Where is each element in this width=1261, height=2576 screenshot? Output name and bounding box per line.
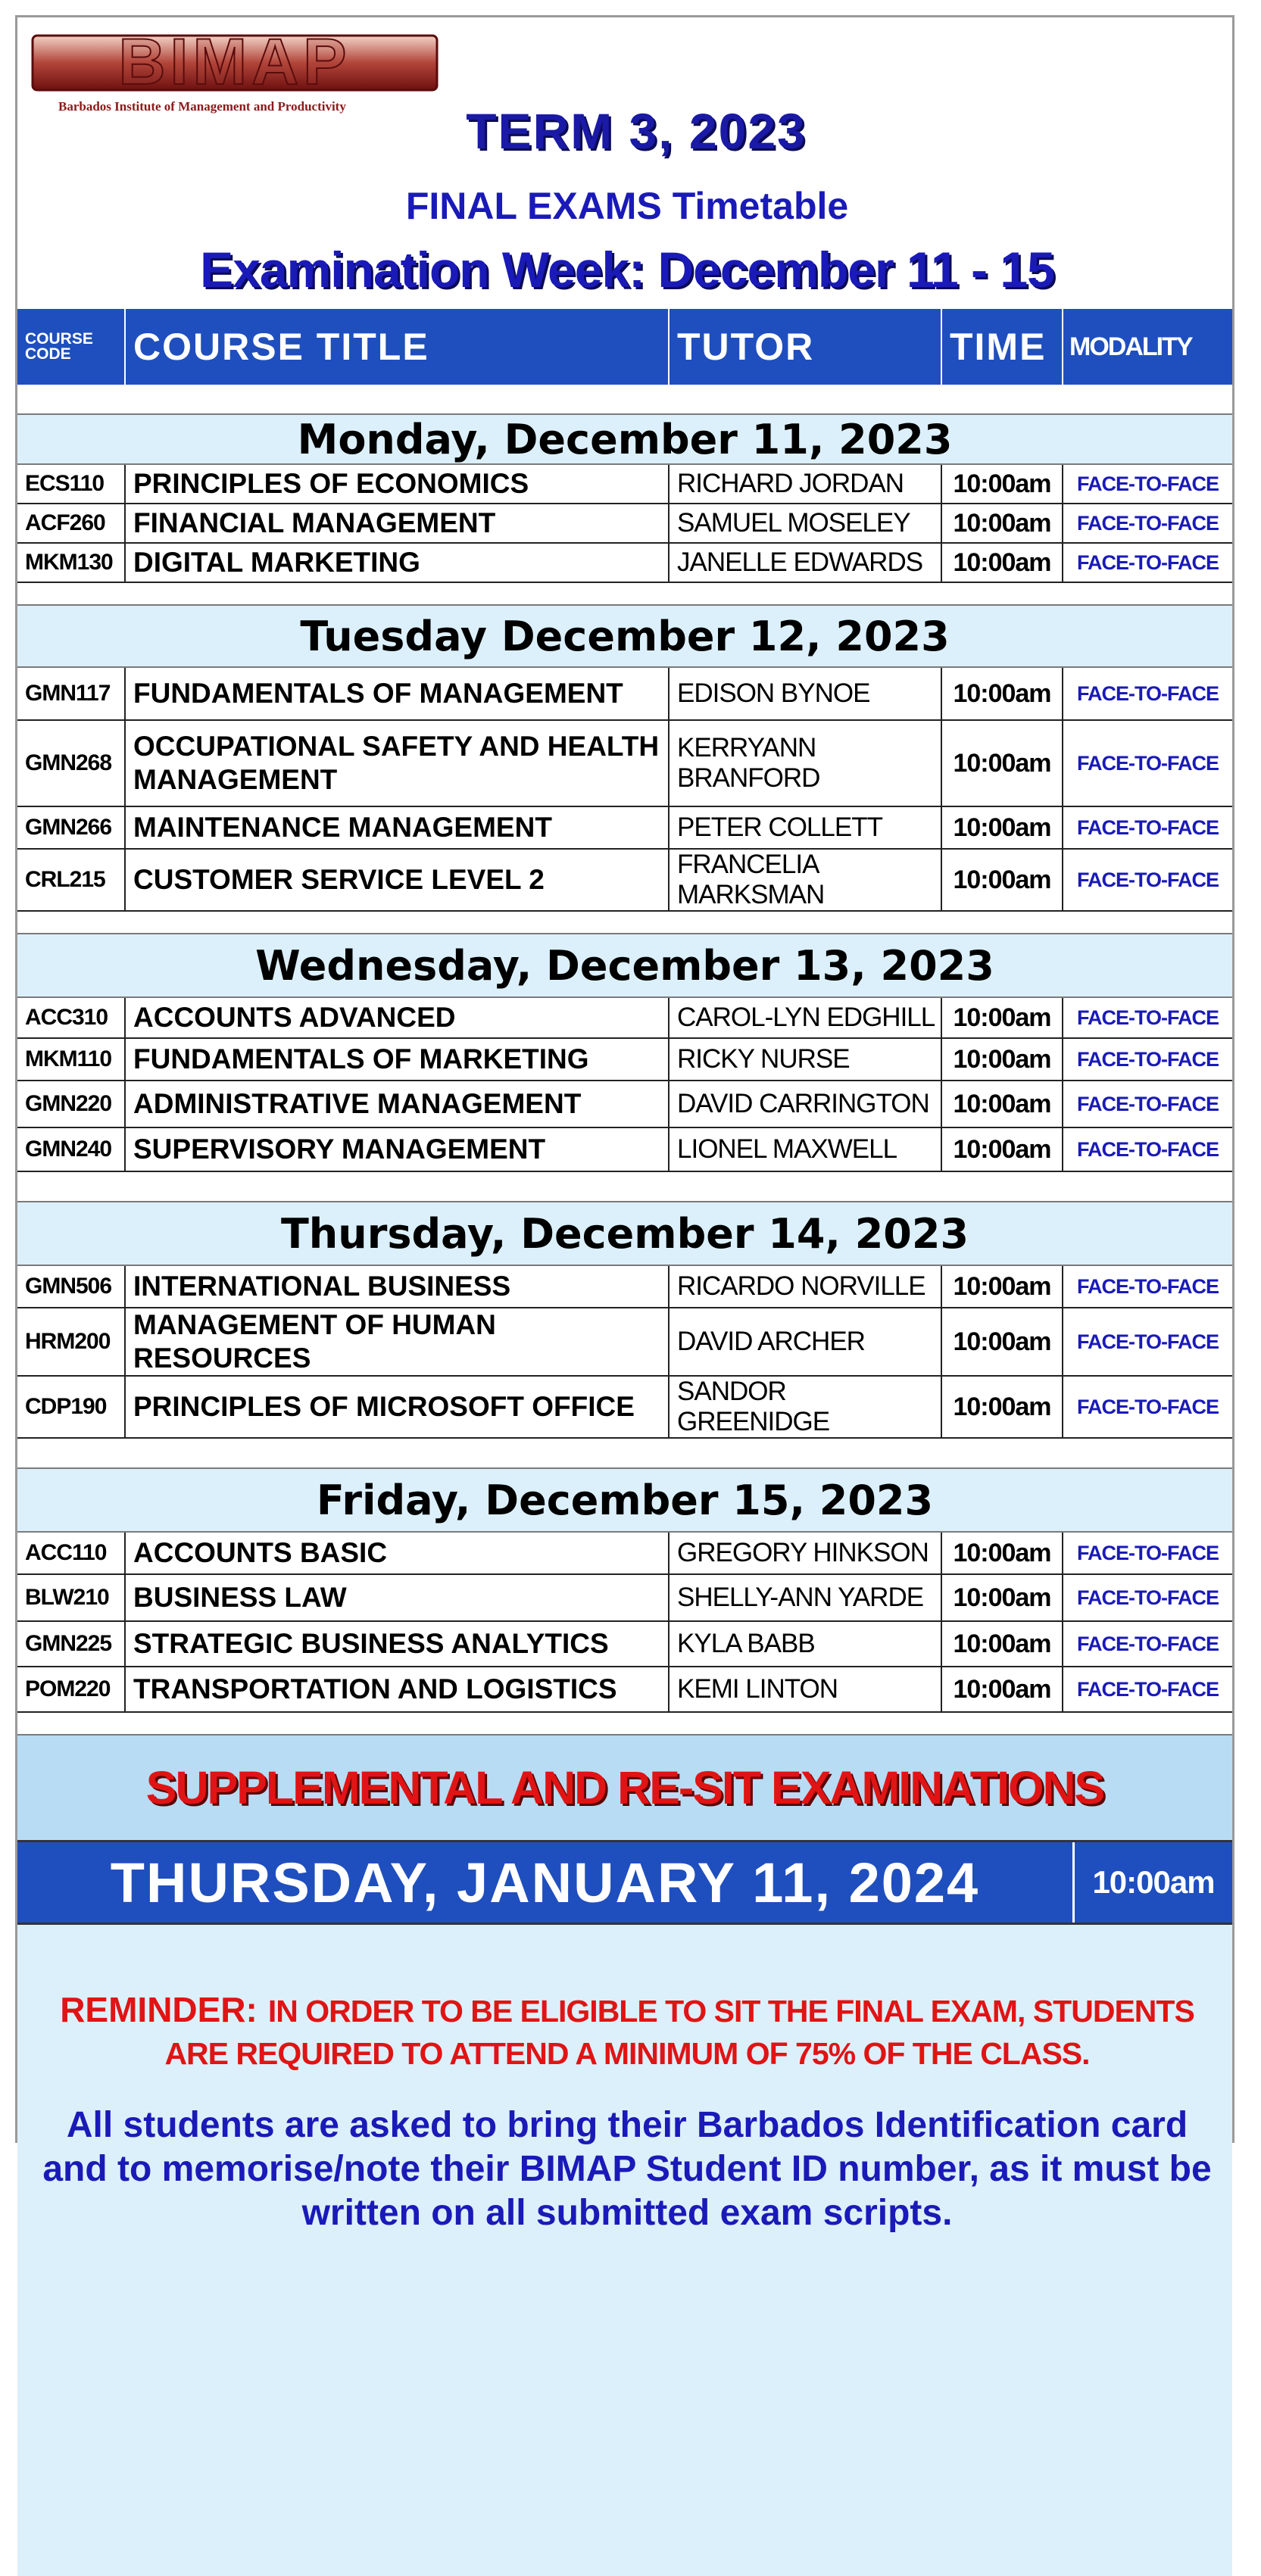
attendance-reminder (40, 1988, 1214, 2075)
course-title: DIGITAL MARKETING (125, 543, 669, 582)
exam-modality: FACE-TO-FACE (1063, 464, 1232, 504)
exam-modality: FACE-TO-FACE (1063, 1667, 1232, 1712)
course-code: ECS110 (17, 464, 125, 504)
exam-time: 10:00am (941, 543, 1063, 582)
exam-modality: FACE-TO-FACE (1063, 1532, 1232, 1574)
table-row (17, 806, 1232, 849)
course-code: GMN266 (17, 806, 125, 849)
document-header (17, 17, 1232, 309)
table-row (17, 1532, 1232, 1574)
course-title: MANAGEMENT OF HUMAN RESOURCES (125, 1308, 669, 1376)
table-row (17, 849, 1232, 911)
table-row (17, 1038, 1232, 1081)
course-code: MKM130 (17, 543, 125, 582)
exam-time: 10:00am (941, 1127, 1063, 1171)
bimap-logo (23, 25, 448, 114)
course-code: GMN225 (17, 1621, 125, 1667)
supplemental-time: 10:00am (1092, 1864, 1215, 1900)
exam-week-title: Examination Week: December 11 - 15 (200, 242, 1054, 298)
exam-time: 10:00am (941, 1265, 1063, 1308)
day-tuesday (17, 605, 1232, 934)
course-code: ACC110 (17, 1532, 125, 1574)
course-code: ACF260 (17, 504, 125, 543)
exam-modality: FACE-TO-FACE (1063, 1265, 1232, 1308)
course-tutor: CAROL-LYN EDGHILL (669, 997, 941, 1038)
exam-time: 10:00am (941, 667, 1063, 720)
exam-time: 10:00am (941, 1532, 1063, 1574)
course-tutor: SHELLY-ANN YARDE (669, 1574, 941, 1621)
course-tutor: DAVID ARCHER (669, 1308, 941, 1376)
term-title: TERM 3, 2023 (466, 103, 807, 159)
course-title: MAINTENANCE MANAGEMENT (125, 806, 669, 849)
table-row (17, 667, 1232, 720)
course-code: GMN506 (17, 1265, 125, 1308)
exam-modality: FACE-TO-FACE (1063, 849, 1232, 911)
supplemental-date: THURSDAY, JANUARY 11, 2024 (17, 1842, 1075, 1923)
course-title: FUNDAMENTALS OF MANAGEMENT (125, 667, 669, 720)
column-header-modality: MODALITY (1063, 309, 1232, 385)
table-row (17, 1574, 1232, 1621)
course-title: TRANSPORTATION AND LOGISTICS (125, 1667, 669, 1712)
table-row (17, 997, 1232, 1038)
exam-time: 10:00am (941, 997, 1063, 1038)
exam-schedule-table (17, 309, 1232, 1734)
course-title: OCCUPATIONAL SAFETY AND HEALTH MANAGEMENT (125, 720, 669, 806)
table-row (17, 1081, 1232, 1127)
exam-time: 10:00am (941, 504, 1063, 543)
exam-modality: FACE-TO-FACE (1063, 1038, 1232, 1081)
supplemental-date-bar (17, 1840, 1232, 1925)
table-row (17, 1621, 1232, 1667)
exam-time: 10:00am (941, 1038, 1063, 1081)
course-code: GMN117 (17, 667, 125, 720)
table-row (17, 1667, 1232, 1712)
supplemental-heading: SUPPLEMENTAL AND RE-SIT EXAMINATIONS (17, 1734, 1232, 1840)
course-tutor: RICKY NURSE (669, 1038, 941, 1081)
day-heading: Monday, December 11, 2023 (17, 414, 1232, 464)
course-title: BUSINESS LAW (125, 1574, 669, 1621)
course-tutor: FRANCELIA MARKSMAN (669, 849, 941, 911)
course-title: PRINCIPLES OF MICROSOFT OFFICE (125, 1376, 669, 1438)
timetable-subtitle: FINAL EXAMS Timetable (405, 185, 849, 227)
logo-subtitle: Barbados Institute of Management and Productivity (58, 99, 346, 114)
exam-time: 10:00am (941, 849, 1063, 911)
exam-modality: FACE-TO-FACE (1063, 720, 1232, 806)
course-tutor: SANDOR GREENIDGE (669, 1376, 941, 1438)
column-header-row (17, 309, 1232, 385)
exam-time: 10:00am (941, 1667, 1063, 1712)
table-row (17, 464, 1232, 504)
course-title: ADMINISTRATIVE MANAGEMENT (125, 1081, 669, 1127)
id-notice: All students are asked to bring their Barbados Identification card and to memorise/note their BIMAP Student ID number, as it must be written on all submitted exam scripts. (42, 2105, 1212, 2233)
day-heading: Thursday, December 14, 2023 (17, 1202, 1232, 1265)
course-tutor: JANELLE EDWARDS (669, 543, 941, 582)
exam-modality: FACE-TO-FACE (1063, 1308, 1232, 1376)
course-title: SUPERVISORY MANAGEMENT (125, 1127, 669, 1171)
course-title: PRINCIPLES OF ECONOMICS (125, 464, 669, 504)
course-code: BLW210 (17, 1574, 125, 1621)
exam-modality: FACE-TO-FACE (1063, 1081, 1232, 1127)
course-code: MKM110 (17, 1038, 125, 1081)
course-tutor: SAMUEL MOSELEY (669, 504, 941, 543)
bimap-logo-wordmark (23, 25, 448, 98)
course-title: FINANCIAL MANAGEMENT (125, 504, 669, 543)
logo-text: BIMAP (118, 26, 351, 98)
reminder-text: IN ORDER TO BE ELIGIBLE TO SIT THE FINAL EXAM, STUDENTS ARE REQUIRED TO ATTEND A MINIMUM OF 75% OF THE CLASS. (164, 1994, 1194, 2071)
exam-modality: FACE-TO-FACE (1063, 667, 1232, 720)
exam-time: 10:00am (941, 806, 1063, 849)
course-tutor: KEMI LINTON (669, 1667, 941, 1712)
column-header-time: TIME (941, 309, 1063, 385)
table-row (17, 1376, 1232, 1438)
course-tutor: EDISON BYNOE (669, 667, 941, 720)
day-heading: Tuesday December 12, 2023 (17, 605, 1232, 667)
table-row (17, 1127, 1232, 1171)
course-tutor: KERRYANN BRANFORD (669, 720, 941, 806)
course-code: ACC310 (17, 997, 125, 1038)
column-header-code: COURSE CODE (17, 309, 125, 385)
day-thursday (17, 1202, 1232, 1468)
course-title: ACCOUNTS BASIC (125, 1532, 669, 1574)
exam-modality: FACE-TO-FACE (1063, 1574, 1232, 1621)
table-row (17, 504, 1232, 543)
exam-modality: FACE-TO-FACE (1063, 997, 1232, 1038)
reminder-label: REMINDER: (60, 1990, 258, 2029)
exam-time: 10:00am (941, 1376, 1063, 1438)
exam-modality: FACE-TO-FACE (1063, 504, 1232, 543)
timetable-document (15, 15, 1234, 2233)
column-header-title: COURSE TITLE (125, 309, 669, 385)
exam-time: 10:00am (941, 1574, 1063, 1621)
table-row (17, 720, 1232, 806)
exam-time: 10:00am (941, 720, 1063, 806)
course-tutor: PETER COLLETT (669, 806, 941, 849)
course-code: GMN220 (17, 1081, 125, 1127)
exam-modality: FACE-TO-FACE (1063, 1376, 1232, 1438)
day-monday (17, 385, 1232, 605)
column-header-tutor: TUTOR (669, 309, 941, 385)
course-code: CRL215 (17, 849, 125, 911)
course-tutor: RICARDO NORVILLE (669, 1265, 941, 1308)
day-heading: Wednesday, December 13, 2023 (17, 934, 1232, 997)
course-title: ACCOUNTS ADVANCED (125, 997, 669, 1038)
exam-modality: FACE-TO-FACE (1063, 1621, 1232, 1667)
course-tutor: RICHARD JORDAN (669, 464, 941, 504)
table-row (17, 543, 1232, 582)
course-tutor: GREGORY HINKSON (669, 1532, 941, 1574)
course-title: INTERNATIONAL BUSINESS (125, 1265, 669, 1308)
course-code: POM220 (17, 1667, 125, 1712)
course-tutor: LIONEL MAXWELL (669, 1127, 941, 1171)
day-wednesday (17, 934, 1232, 1202)
exam-time: 10:00am (941, 1308, 1063, 1376)
table-row (17, 1265, 1232, 1308)
exam-modality: FACE-TO-FACE (1063, 806, 1232, 849)
course-code: CDP190 (17, 1376, 125, 1438)
day-heading: Friday, December 15, 2023 (17, 1468, 1232, 1532)
exam-modality: FACE-TO-FACE (1063, 1127, 1232, 1171)
course-tutor: KYLA BABB (669, 1621, 941, 1667)
course-title: CUSTOMER SERVICE LEVEL 2 (125, 849, 669, 911)
course-code: HRM200 (17, 1308, 125, 1376)
exam-time: 10:00am (941, 1621, 1063, 1667)
table-row (17, 1308, 1232, 1376)
course-title: FUNDAMENTALS OF MARKETING (125, 1038, 669, 1081)
course-title: STRATEGIC BUSINESS ANALYTICS (125, 1621, 669, 1667)
day-friday (17, 1468, 1232, 1734)
exam-modality: FACE-TO-FACE (1063, 543, 1232, 582)
exam-time: 10:00am (941, 1081, 1063, 1127)
course-code: GMN268 (17, 720, 125, 806)
course-code: GMN240 (17, 1127, 125, 1171)
notes-panel (17, 1925, 1232, 2576)
exam-time: 10:00am (941, 464, 1063, 504)
course-tutor: DAVID CARRINGTON (669, 1081, 941, 1127)
